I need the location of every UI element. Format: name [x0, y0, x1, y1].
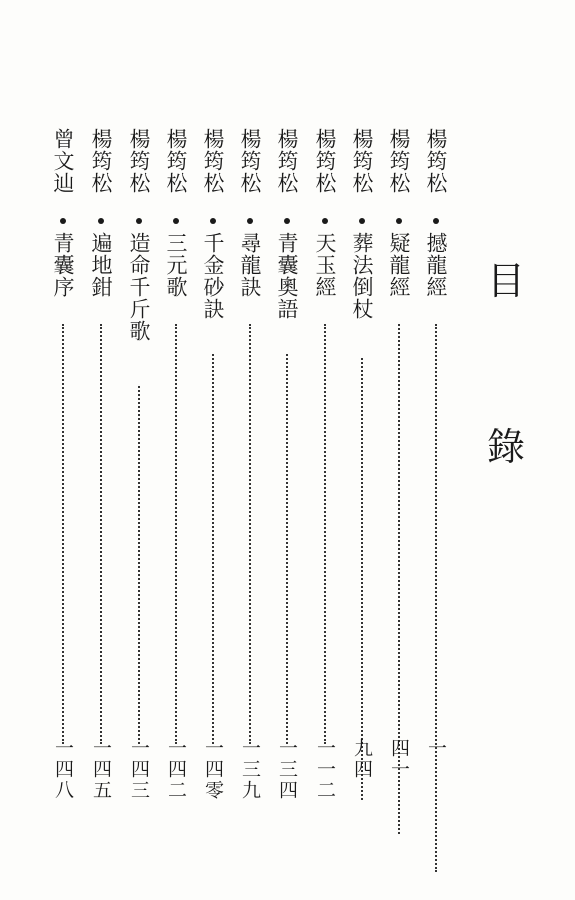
separator-dot-icon: [284, 218, 290, 224]
entry-title: 造命千斤歌: [127, 232, 151, 342]
separator-dot-icon: [98, 218, 104, 224]
dot-leader: [435, 324, 437, 872]
dot-leader: [212, 354, 214, 744]
separator-dot-icon: [210, 218, 216, 224]
entry-author: 楊筠松: [164, 128, 188, 194]
entry-title: 青囊序: [51, 232, 75, 298]
entry-title: 青囊奧語: [275, 232, 299, 320]
toc-entry[interactable]: [272, 128, 302, 828]
toc-entry[interactable]: [198, 128, 228, 828]
toc-entry[interactable]: [421, 128, 451, 828]
entry-title: 遍地鉗: [89, 232, 113, 298]
entry-author: 楊筠松: [275, 128, 299, 194]
entry-page: 一三九: [239, 738, 261, 801]
toc-entry[interactable]: [310, 128, 340, 828]
entry-title: 天玉經: [313, 232, 337, 298]
dot-leader: [175, 324, 177, 744]
entry-title: 三元歌: [164, 232, 188, 298]
dot-leader: [324, 324, 326, 744]
entry-author: 楊筠松: [350, 128, 374, 194]
entry-author: 楊筠松: [238, 128, 262, 194]
dot-leader: [62, 324, 64, 744]
entry-page: 一三四: [276, 738, 298, 801]
toc-entry[interactable]: [48, 128, 78, 828]
entry-page: 四一: [388, 738, 410, 780]
dot-leader: [249, 324, 251, 744]
entry-author: 楊筠松: [424, 128, 448, 194]
separator-dot-icon: [433, 218, 439, 224]
entry-title: 尋龍訣: [238, 232, 262, 298]
entry-page: 一: [425, 738, 447, 759]
entry-title: 疑龍經: [387, 232, 411, 298]
separator-dot-icon: [322, 218, 328, 224]
toc-entry[interactable]: [161, 128, 191, 828]
entry-author: 曾文辿: [51, 128, 75, 194]
separator-dot-icon: [396, 218, 402, 224]
toc-entry[interactable]: [86, 128, 116, 828]
separator-dot-icon: [247, 218, 253, 224]
entry-page: 九四: [351, 738, 373, 780]
toc-entry[interactable]: [235, 128, 265, 828]
heading-mu: 目: [486, 259, 525, 303]
entry-author: 楊筠松: [89, 128, 113, 194]
separator-dot-icon: [173, 218, 179, 224]
entry-author: 楊筠松: [127, 128, 151, 194]
entry-title: 千金砂訣: [201, 232, 225, 320]
entry-author: 楊筠松: [201, 128, 225, 194]
separator-dot-icon: [136, 218, 142, 224]
toc-entry[interactable]: [384, 128, 414, 828]
entry-page: 一四三: [128, 738, 150, 801]
dot-leader: [138, 386, 140, 744]
entry-author: 楊筠松: [313, 128, 337, 194]
heading-lu: 錄: [486, 425, 525, 469]
dot-leader: [361, 358, 363, 800]
entry-page: 一四八: [52, 738, 74, 801]
separator-dot-icon: [359, 218, 365, 224]
toc-entry[interactable]: [347, 128, 377, 828]
entry-page: 一四零: [202, 738, 224, 801]
entry-author: 楊筠松: [387, 128, 411, 194]
toc-entry[interactable]: [124, 128, 154, 828]
entry-title: 葬法倒杖: [350, 232, 374, 320]
entry-page: 一一二: [314, 738, 336, 801]
entry-page: 一四二: [165, 738, 187, 801]
dot-leader: [286, 354, 288, 744]
entry-page: 一四五: [90, 738, 112, 801]
entry-title: 撼龍經: [424, 232, 448, 298]
separator-dot-icon: [60, 218, 66, 224]
dot-leader: [100, 324, 102, 744]
